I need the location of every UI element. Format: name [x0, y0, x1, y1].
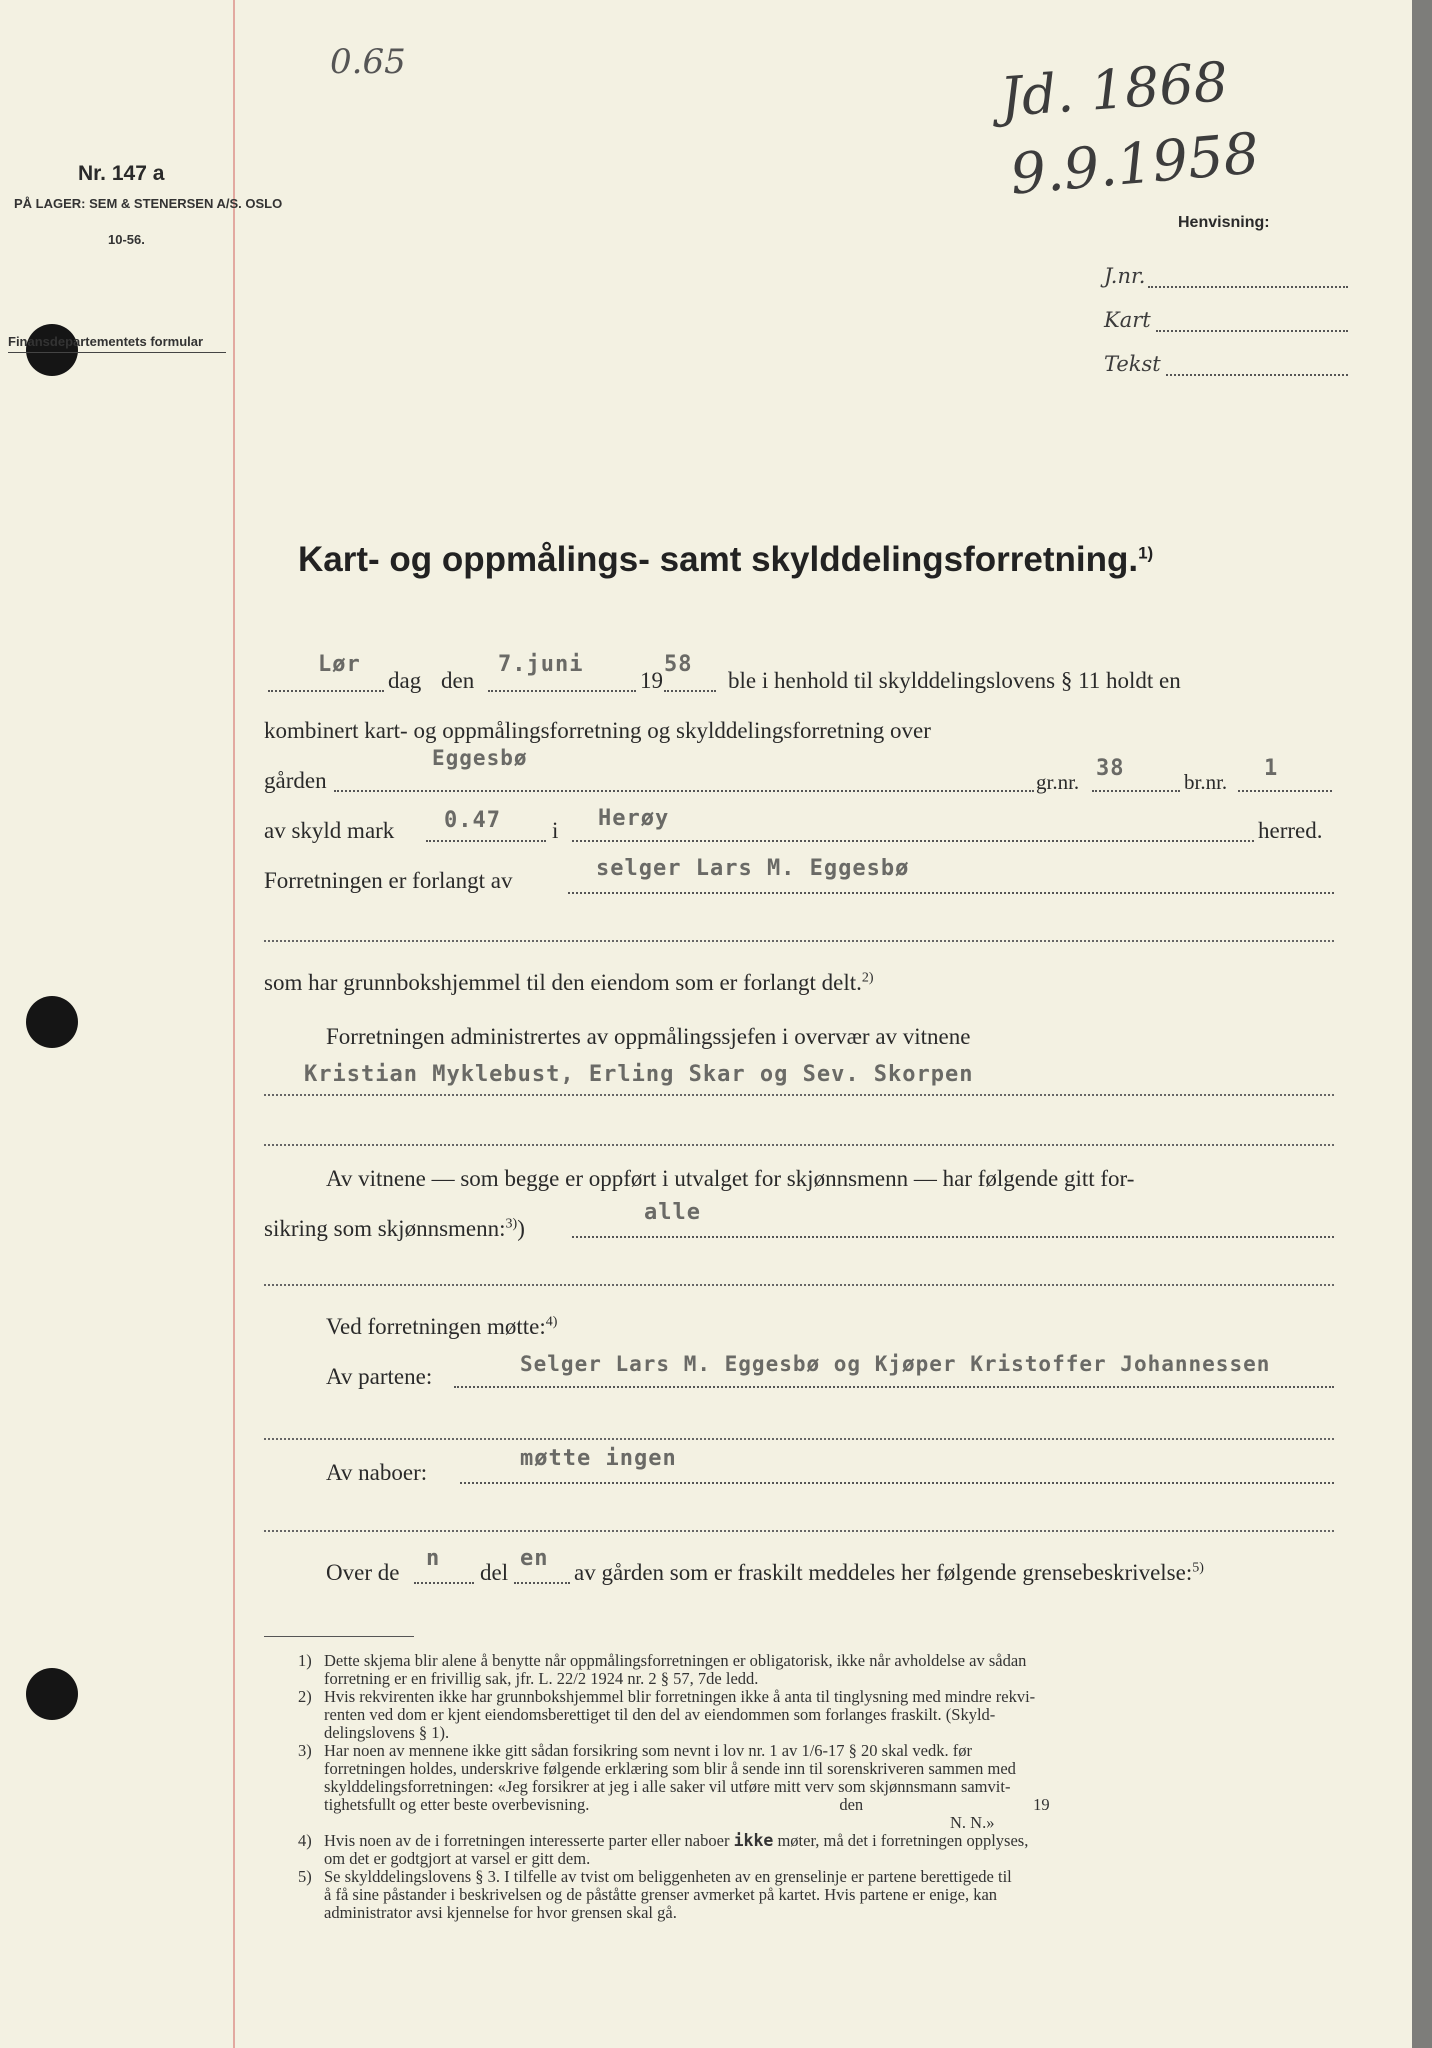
weekday-line	[268, 690, 384, 692]
oath-value: alle	[644, 1200, 701, 1225]
punch-hole	[26, 1668, 78, 1720]
blank-line	[264, 1144, 1334, 1146]
footnote-4: 4) Hvis noen av de i forretningen interesserte parter eller naboer ikke møter, må det i forretningen opplyses,	[298, 1831, 1029, 1850]
divider	[8, 352, 226, 353]
date-value: 7.juni	[498, 652, 584, 677]
margin-line	[233, 0, 235, 2048]
neighbours-line	[460, 1482, 1334, 1484]
grunnbok-text: som har grunnbokshjemmel til den eiendom som er forlangt delt.$^{2)}$	[264, 970, 874, 995]
brnr-line	[1238, 790, 1332, 792]
reference-kart-line	[1156, 330, 1348, 332]
witnesses-value: Kristian Myklebust, Erling Skar og Sev. Skorpen	[304, 1062, 974, 1087]
punch-hole	[26, 996, 78, 1048]
year-suffix: 58	[664, 652, 693, 677]
handwritten-date: 9.9.1958	[1007, 121, 1262, 208]
reference-jnr-line	[1148, 286, 1348, 288]
printer-info: PÅ LAGER: SEM & STENERSEN A/S. OSLO	[14, 196, 283, 211]
date-line	[488, 690, 636, 692]
i-label: i	[552, 818, 559, 843]
intro-line-2: kombinert kart- og oppmålingsforretning og skylddelingsforretning over	[264, 718, 931, 743]
punch-hole	[26, 324, 78, 376]
year-line	[664, 690, 716, 692]
brnr-value: 1	[1264, 756, 1279, 781]
brnr-label: br.nr.	[1184, 770, 1228, 794]
dag-label: dag	[388, 668, 422, 693]
parties-value: Selger Lars M. Eggesbø og Kjøper Kristoffer Johannessen	[520, 1352, 1271, 1376]
skyld-line	[426, 840, 546, 842]
reference-tekst-label: Tekst	[1104, 352, 1161, 376]
skyld-value: 0.47	[444, 808, 501, 833]
blank-line	[264, 1530, 1334, 1532]
oath-line-1: Av vitnene — som begge er oppført i utvalget for skjønnsmenn — har følgende gitt for-	[326, 1166, 1135, 1191]
reference-heading: Henvisning:	[1178, 214, 1270, 231]
requested-line	[568, 892, 1334, 894]
neighbours-label: Av naboer:	[326, 1460, 428, 1485]
page-title: Kart- og oppmålings- samt skylddelingsforretning.$^{1)}$	[298, 540, 1154, 579]
parties-line	[454, 1386, 1334, 1388]
footnote-3: 3) Har noen av mennene ikke gitt sådan forsikring som nevnt i lov nr. 1 av 1/6-17 § 20 skal vedk. før	[298, 1741, 972, 1760]
attendance-heading: Ved forretningen møtte:$^{4)}$	[326, 1314, 558, 1339]
herred-label: herred.	[1258, 818, 1323, 843]
footnote-5: 5) Se skylddelingslovens § 3. I tilfelle av tvist om beliggenheten av en grenselinje er partene berettigede til	[298, 1867, 1012, 1886]
footnote-1: 1) Dette skjema blir alene å benytte når oppmålingsforretningen er obligatorisk, ikke når avholdelse av sådan	[298, 1651, 1027, 1670]
handwritten-journal-number: Jd. 1868	[998, 50, 1230, 129]
grnr-value: 38	[1096, 756, 1125, 781]
neighbours-value: møtte ingen	[520, 1446, 677, 1471]
year-prefix: 19	[640, 668, 663, 693]
skyld-label: av skyld mark	[264, 818, 395, 843]
boundary-en: en	[520, 1546, 549, 1571]
blank-line	[264, 940, 1334, 942]
boundary-text: av gården som er fraskilt meddeles her følgende grensebeskrivelse:$^{5)}$	[574, 1560, 1204, 1585]
boundary-en-line	[514, 1582, 570, 1584]
boundary-n-line	[414, 1582, 474, 1584]
parties-label: Av partene:	[326, 1364, 433, 1389]
form-edition: 10-56.	[108, 232, 145, 247]
witnesses-line	[264, 1094, 1334, 1096]
boundary-del: del	[480, 1560, 509, 1585]
reference-jnr-label: J.nr.	[1104, 264, 1146, 288]
boundary-n: n	[426, 1546, 441, 1571]
grnr-line	[1092, 790, 1180, 792]
blank-line	[264, 1438, 1334, 1440]
boundary-over: Over de	[326, 1560, 400, 1585]
handwritten-top-note: 0.65	[330, 42, 406, 82]
municipality-value: Herøy	[598, 806, 670, 831]
den-label: den	[441, 668, 475, 693]
farm-label: gården	[264, 768, 327, 793]
form-number: Nr. 147 a	[78, 162, 165, 185]
intro-text: ble i henhold til skylddelingslovens § 11 holdt en	[728, 668, 1181, 693]
farm-name: Eggesbø	[432, 746, 528, 770]
reference-kart-label: Kart	[1104, 308, 1151, 332]
oath-line-2: sikring som skjønnsmenn:$^{3)}$)	[264, 1216, 525, 1241]
municipality-line	[572, 840, 1254, 842]
requested-label: Forretningen er forlangt av	[264, 868, 513, 893]
footnotes: 1) Dette skjema blir alene å benytte når oppmålingsforretningen er obligatorisk, ikke når avholdelse av sådan forretning er en frivillig sak, jfr. L. 22/2 1924 nr. 2 § 57, 7de ledd. 2) Hvis rekvirenten ikke har grunnbokshjemmel blir forretningen ikke å anta til tinglysning med mindre rekvi- renten ved dom er kjent eiendomsberettiget til den del av eiendommen som forlanges fraskilt. (Skyld- delingslovens § 1). 3) Har noen av mennene ikke gitt sådan forsikring som nevnt i lov nr. 1 av 1/6-17 § 20 skal vedk. før forretningen holdes, underskrive følgende erklæring som blir å sende inn til sorenskriveren sammen med skylddelingsforretningen: «Jeg forsikrer at jeg i alle saker vil utføre mitt verv som skjønnsmann samvit- tighetsfullt og etter beste overbevisning. den 19 N. N.» 4) Hvis noen av de i forretningen interesserte parter eller naboer ikke møter, må det i forretningen opplyses, om det er godtgjort at varsel er gitt dem. 5) Se skylddelingslovens § 3. I tilfelle av tvist om beliggenheten av en grenselinje er partene berettigede til å få sine påstander i beskrivelsen og de påståtte grenser avmerket på kartet. Hvis partene er enige, kan administrator avsi kjennelse for hvor grensen skal gå.	[298, 1652, 1338, 1922]
requested-by: selger Lars M. Eggesbø	[596, 856, 910, 881]
form-department: Finansdepartementets formular	[8, 334, 204, 349]
weekday-value: Lør	[318, 652, 361, 677]
reference-tekst-line	[1166, 374, 1348, 376]
footnote-2: 2) Hvis rekvirenten ikke har grunnbokshjemmel blir forretningen ikke å anta til tinglysning med mindre rekvi-	[298, 1687, 1036, 1706]
administered-text: Forretningen administrertes av oppmålingssjefen i overvær av vitnene	[326, 1024, 971, 1049]
oath-value-line	[572, 1236, 1334, 1238]
grnr-label: gr.nr.	[1036, 770, 1080, 794]
farm-line	[334, 790, 1034, 792]
footnote-divider	[264, 1636, 414, 1637]
blank-line	[264, 1284, 1334, 1286]
